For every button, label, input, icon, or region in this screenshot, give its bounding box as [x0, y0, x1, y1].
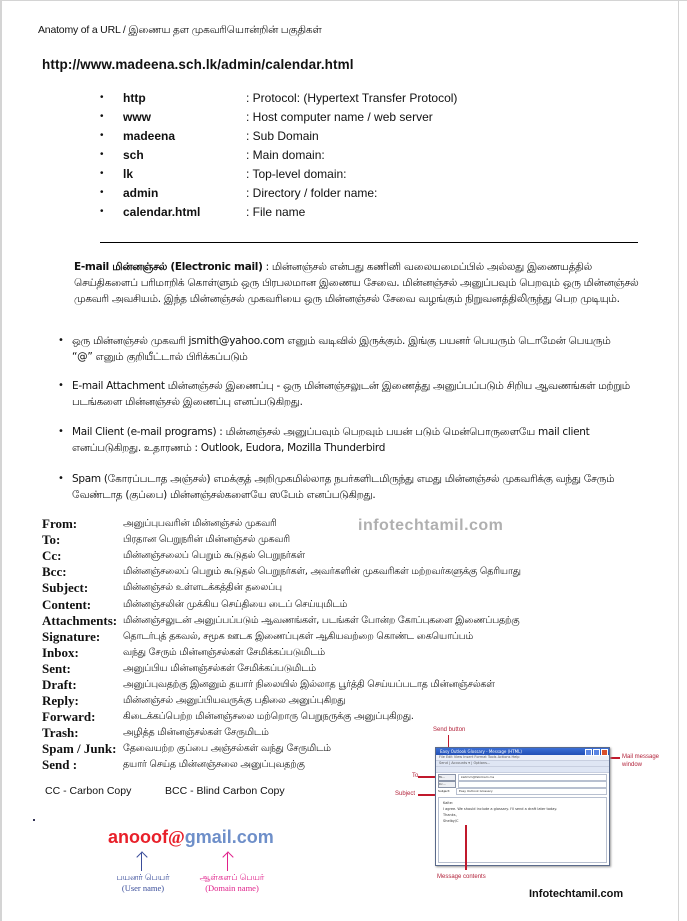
- term-row: [42, 661, 521, 677]
- term-description: மின்னஞ்சல் அனுப்பியவருக்கு பதிலை அனுப்புகிறது: [123, 695, 346, 707]
- term-label: Trash:: [42, 725, 79, 741]
- caption-tamil: ஆள்களப் பெயர்: [199, 872, 265, 882]
- email-intro-text: : மின்னஞ்சல் என்பது கணினி வலையமைப்பில் அல்லது இணையத்தில் செய்திகளைப் பரிமாறிக் கொள்ளும் ஒரு பிரபலமான இணைய சேவை. மின்னஞ்சல் அனுப்பவும் பெறவும் ஒரு மின்னஞ்சல் முகவரி அவசியம். இந்த மின்னஞ்சல் முகவரியை ஒரு மின்னஞ்சல் சேவை வழங்கும் நிறுவனத்திலிருந்து பெற முடியும்.: [74, 261, 639, 305]
- bullet-text: Spam (கோரப்படாத அஞ்சல்) எமக்குத் அறிமுகமில்லாத நபர்களிடமிருந்து எமது மின்னஞ்சல் முகவரிக்கு வந்து சேரும் வேண்டாத (குப்பை) மின்னஞ்சல்களையே ஸபேம் எனப்படுகிறது.: [72, 473, 615, 501]
- url-part-description: : Protocol: (Hypertext Transfer Protocol): [246, 90, 458, 105]
- term-description: பிரதான பெறுநரின் மின்னஞ்சல் முகவரி: [123, 534, 290, 546]
- section-divider: [100, 242, 638, 243]
- term-row: [42, 596, 521, 612]
- list-item: [58, 333, 633, 365]
- term-description: மின்னஞ்சலைப் பெறும் கூடுதல் பெறுநர்கள்: [123, 550, 305, 562]
- arrow-up-icon: [141, 853, 142, 871]
- term-label: Send :: [42, 757, 78, 773]
- bullet-icon: •: [100, 149, 104, 160]
- stray-mark: [33, 819, 35, 821]
- term-row: [42, 677, 521, 693]
- list-item: [100, 202, 457, 221]
- list-item: [58, 471, 633, 503]
- url-part: admin: [123, 185, 159, 200]
- bullet-icon: •: [100, 111, 104, 122]
- bullet-icon: •: [100, 168, 104, 179]
- window-menubar: File Edit View Insert Format Tools Actions Help: [436, 755, 609, 761]
- bullet-icon: •: [100, 206, 104, 217]
- url-example-heading: http://www.madeena.sch.lk/admin/calendar.html: [42, 57, 354, 72]
- email-at-sign: @: [168, 827, 185, 847]
- url-part: sch: [123, 147, 144, 162]
- cc-button: Cc...: [438, 781, 456, 788]
- list-item: [58, 378, 633, 410]
- term-label: Subject:: [42, 580, 89, 596]
- body-line: Kaite:: [443, 801, 454, 805]
- term-label: Forward:: [42, 709, 96, 725]
- term-description: தேவையற்ற குப்பை அஞ்சல்கள் வந்து சேருமிடம்: [123, 743, 331, 755]
- bullet-icon: •: [58, 335, 64, 346]
- url-part-description: : Directory / folder name:: [246, 185, 378, 200]
- url-part-description: : Top-level domain:: [246, 166, 347, 181]
- footer-brand: Infotechtamil.com: [529, 888, 624, 900]
- to-button: To...: [438, 774, 456, 781]
- page-border: [0, 0, 687, 1]
- list-item: [100, 126, 457, 145]
- term-label: Content:: [42, 596, 92, 612]
- subject-field: [438, 788, 607, 794]
- term-description: வந்து சேரும் மின்னஞ்சல்கள் சேமிக்கப்படுமிடம்: [123, 646, 325, 658]
- window-toolbar: Send | Accounts ▾ | Options...: [436, 761, 609, 767]
- term-description: அனுப்புவதற்கு இனனும் தயார் நிலையில் இல்லாத பூர்த்தி செய்யப்படாத மின்னஞ்சல்கள்: [123, 678, 495, 690]
- to-field: [438, 774, 607, 780]
- user-name-caption: [108, 872, 178, 894]
- outlook-window: [435, 747, 610, 866]
- list-item: [58, 424, 633, 456]
- term-row: [42, 548, 521, 564]
- list-item: [100, 145, 457, 164]
- figure-label-subject: Subject: [395, 791, 416, 797]
- document-title: Anatomy of a URL / இணைய தள முகவரியொன்றின் பகுதிகள்: [38, 24, 322, 36]
- arrow-icon: [465, 825, 467, 870]
- cc-note: CC - Carbon Copy: [45, 785, 132, 797]
- list-item: [100, 164, 457, 183]
- bullet-icon: •: [100, 187, 104, 198]
- url-part: lk: [123, 166, 134, 181]
- list-item: [100, 88, 457, 107]
- term-row: [42, 564, 521, 580]
- term-label: To:: [42, 532, 61, 548]
- term-row: [42, 580, 521, 596]
- format-toolbar: [436, 767, 609, 773]
- url-part-description: : File name: [246, 204, 306, 219]
- email-domain-part: gmail.com: [184, 827, 274, 847]
- body-line: Thanks,: [443, 813, 457, 817]
- caption-english: (Domain name): [205, 883, 259, 893]
- list-item: [100, 107, 457, 126]
- bullet-icon: •: [58, 380, 64, 391]
- email-intro-paragraph: [74, 259, 639, 307]
- url-parts-list: [100, 88, 457, 221]
- term-description: தயார் செய்த மின்னஞ்சலை அனுப்புவதற்கு: [123, 759, 305, 771]
- window-controls: [585, 749, 608, 756]
- close-icon: [601, 749, 608, 756]
- domain-name-caption: [196, 872, 268, 894]
- url-part-description: : Host computer name / web server: [246, 109, 433, 124]
- figure-label-message-contents: Message contents: [437, 874, 486, 880]
- term-description: மின்னஞ்சல் உள்ளடக்கத்தின் தலைப்பு: [123, 582, 282, 594]
- bullet-icon: •: [58, 426, 64, 437]
- term-row: [42, 693, 521, 709]
- subject-value: Easy Outlook Glossary: [456, 788, 607, 795]
- bullet-text: E-mail Attachment மின்னஞ்சல் இணைப்பு - ஒரு மின்னஞ்சலுடன் இணைத்து அனுப்பப்படும் சிறிய ஆவணங்கள் மற்றும் படங்களை மின்னஞ்சல் இணைப்பு எனப்படுகிறது.: [72, 380, 630, 408]
- body-line: I agree. We should include a glossary. I'll send a draft later today.: [443, 807, 558, 811]
- minimize-icon: [585, 749, 592, 756]
- url-part: calendar.html: [123, 204, 201, 219]
- cc-value: [458, 781, 607, 788]
- term-description: மின்னஞ்சலின் முக்கிய செய்தியை டைப் செய்யுமிடம்: [123, 598, 348, 610]
- email-intro-heading: E-mail மின்னஞ்சல் (Electronic mail): [74, 261, 263, 273]
- url-part-description: : Sub Domain: [246, 128, 319, 143]
- message-body: [438, 797, 607, 863]
- arrow-up-icon: [227, 853, 228, 871]
- bullet-icon: •: [58, 473, 64, 484]
- term-row: [42, 709, 521, 725]
- arrow-up-icon: [136, 851, 147, 862]
- bullet-text: ஒரு மின்னஞ்சல் முகவரி jsmith@yahoo.com எனும் வடிவில் இருக்கும். இங்கு பயனர் பெயரும் டொமேன் பெயரும் “@” எனும் குறியீட்டால் பிரிக்கப்படும்: [72, 335, 611, 363]
- term-label: Inbox:: [42, 644, 79, 660]
- subject-label: Subject:: [438, 788, 451, 793]
- arrow-up-icon: [222, 851, 233, 862]
- maximize-icon: [593, 749, 600, 756]
- term-description: கிடைக்கப்பெற்ற மின்னஞ்சலை மற்றொரு பெறுநருக்கு அனுப்புகிறது.: [123, 711, 414, 723]
- bcc-note: BCC - Blind Carbon Copy: [165, 785, 285, 797]
- term-row: [42, 629, 521, 645]
- url-part: madeena: [123, 128, 176, 143]
- caption-english: (User name): [121, 883, 165, 893]
- bullet-icon: •: [100, 130, 104, 141]
- term-label: Bcc:: [42, 564, 67, 580]
- term-description: மின்னஞ்சலுடன் அனுப்பப்படும் ஆவணங்கள், படங்கள் போன்ற கோப்புகளை இணைப்பதற்கு: [123, 614, 520, 626]
- list-item: [100, 183, 457, 202]
- term-description: அனுப்பிய மின்னஞ்சல்கள் சேமிக்கப்படுமிடம்: [123, 662, 316, 674]
- body-line: Shelby/C: [443, 819, 459, 823]
- term-description: தொடர்புத் தகவல், சமூக ஊடக இணைப்புகள் ஆகியவற்றை கொண்ட கையொப்பம்: [123, 630, 474, 642]
- bullet-icon: •: [100, 92, 104, 103]
- term-description: அழித்த மின்னஞ்சல்கள் சேருமிடம்: [123, 727, 269, 739]
- url-part: www: [123, 109, 152, 124]
- term-row: [42, 645, 521, 661]
- watermark: infotechtamil.com: [358, 517, 504, 534]
- email-address-example: [108, 827, 274, 848]
- figure-label-mail-window: Mail message window: [622, 754, 660, 768]
- term-label: Draft:: [42, 676, 77, 692]
- figure-label-send-button: Send button: [433, 727, 466, 733]
- outlook-message-figure: [390, 725, 680, 885]
- caption-tamil: பயனர் பெயர்: [116, 872, 170, 882]
- figure-label-to: To: [412, 773, 419, 779]
- term-label: Sent:: [42, 660, 71, 676]
- page-border: [0, 0, 2, 921]
- term-label: Spam / Junk:: [42, 741, 117, 757]
- term-label: Attachments:: [42, 612, 118, 628]
- email-user-part: anooof: [108, 827, 168, 847]
- term-row: [42, 613, 521, 629]
- term-description: அனுப்புபவரின் மின்னஞ்சல் முகவரி: [123, 518, 277, 530]
- url-part: http: [123, 90, 146, 105]
- term-label: Cc:: [42, 548, 62, 564]
- term-description: மின்னஞ்சலைப் பெறும் கூடுதல் பெறுநர்கள், அவர்களின் முகவரிகள் மற்றவர்களுக்கு தெரியாது: [123, 566, 521, 578]
- term-label: Signature:: [42, 628, 101, 644]
- bullet-text: Mail Client (e-mail programs) : மின்னஞ்சல் அனுப்பவும் பெறவும் பயன் படும் மென்பொருளையே mail client எனப்படுகிறது. உதாரணம் : Outlook, Eudora, Mozilla Thunderbird: [72, 426, 590, 454]
- term-label: From:: [42, 516, 78, 532]
- term-label: Reply:: [42, 693, 79, 709]
- url-part-description: : Main domain:: [246, 147, 325, 162]
- window-titlebar: Easy Outlook Glossary - Message (HTML): [436, 748, 609, 755]
- to-value: kaitmm@fabrikam.ms: [458, 774, 607, 781]
- cc-field: [438, 781, 607, 787]
